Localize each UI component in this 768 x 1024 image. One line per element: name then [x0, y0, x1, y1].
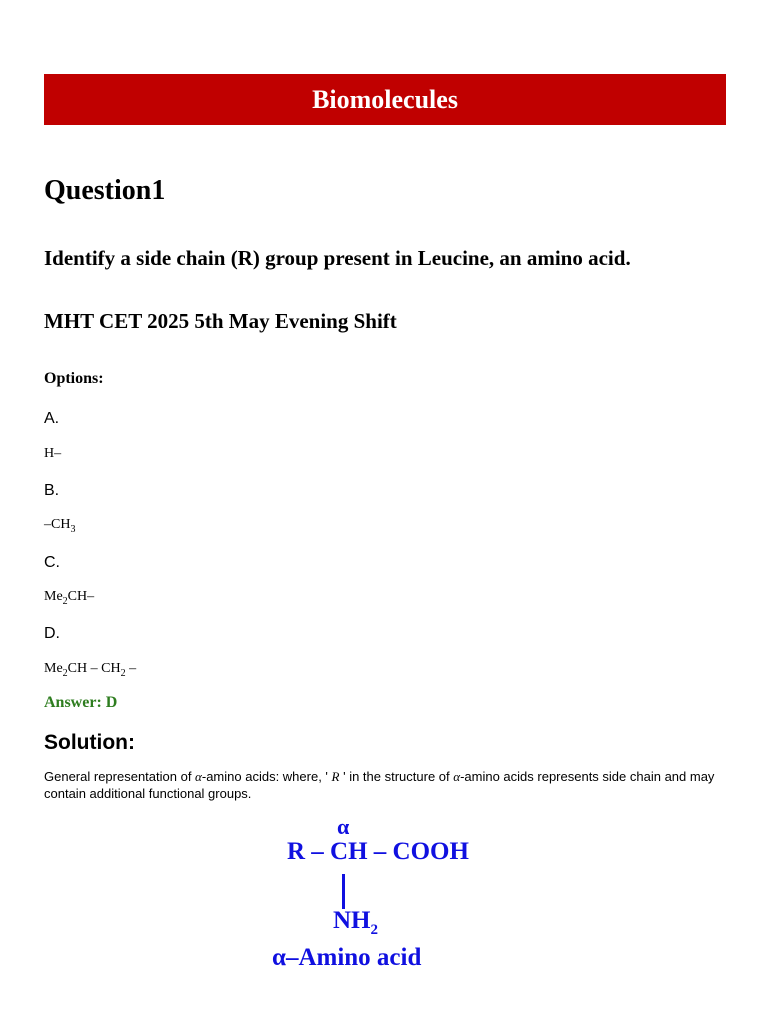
amine-group: $NH_2$	[333, 907, 378, 938]
option-d-letter: D.	[44, 625, 60, 642]
options-label: Options:	[44, 370, 104, 387]
option-c-value: $Me_2CH-$	[44, 589, 95, 607]
answer-text: Answer: D	[44, 694, 118, 711]
alpha-label: α	[337, 814, 350, 839]
structure-caption: α–Amino acid	[272, 944, 422, 971]
vertical-bond	[342, 874, 345, 909]
section-title: Biomolecules	[312, 84, 458, 114]
solution-text: General representation of α-amino acids: where, ' R ' in the structure of α-amino acids represents side chain and may contain additional functional groups.	[44, 769, 715, 801]
option-d-value: $Me_2CH - CH_2$ –	[44, 661, 137, 679]
main-chain: R – CH – COOH	[287, 838, 469, 865]
option-b-letter: B.	[44, 482, 60, 499]
option-c-letter: C.	[44, 554, 60, 571]
option-a-value: H–	[44, 446, 62, 461]
option-b-value: $-CH_3$	[44, 517, 76, 535]
question-text: Identify a side chain (R) group present in Leucine, an amino acid.	[44, 246, 631, 270]
section-banner	[44, 74, 726, 125]
solution-title: Solution:	[44, 731, 135, 754]
option-a-letter: A.	[44, 410, 60, 427]
question-title: Question1	[44, 175, 166, 206]
exam-info: MHT CET 2025 5th May Evening Shift	[44, 309, 397, 333]
